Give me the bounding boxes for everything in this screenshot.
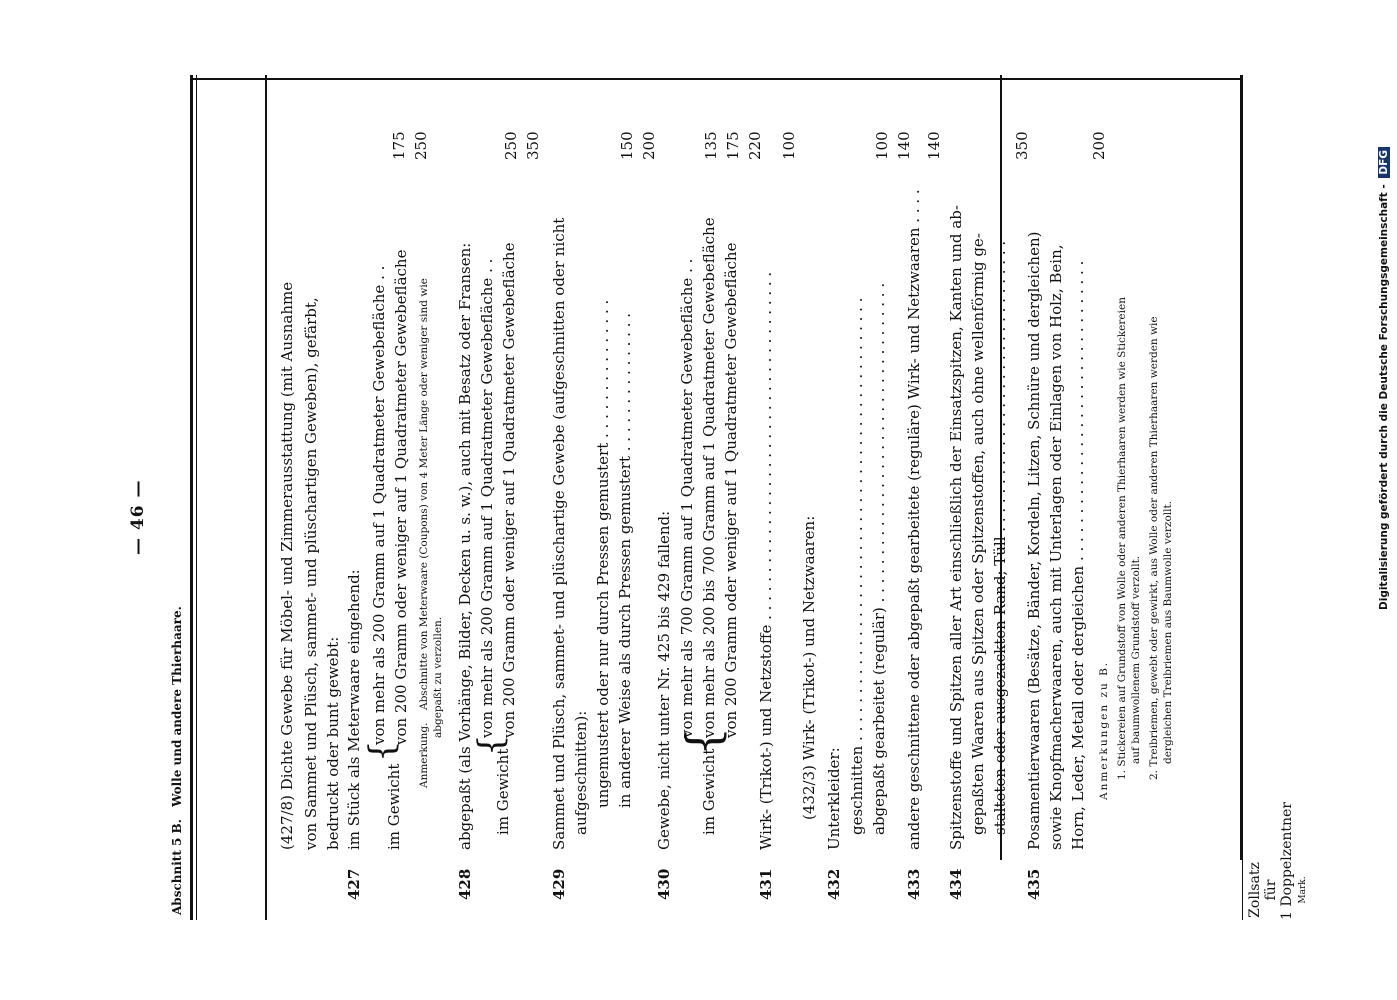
remark-1-line-1: 1. Stickereien auf Grundstoff von Wolle oder anderen Thierhaaren werden wie Stickereien	[1116, 297, 1128, 780]
entry-427-sub-1: von mehr als 200 Gramm auf 1 Quadratmeter Gewebefläche . .	[370, 265, 388, 745]
rule-left-thin	[196, 75, 197, 920]
entry-427-line-2: von Sammet und Plüsch, sammet- und plüschartigen Geweben), gefärbt,	[302, 297, 320, 850]
entry-428-weight-label: im Gewicht	[494, 748, 512, 835]
entry-429-sub-1: ungemustert oder nur durch Pressen gemustert . . . . . . . . . . . . . . .	[594, 299, 612, 808]
entry-433-rate: 140	[925, 131, 943, 160]
entry-430-sub-1: von mehr als 700 Gramm auf 1 Quadratmeter Gewebefläche . .	[678, 258, 696, 738]
digitization-credit	[1378, 147, 1390, 610]
entry-427-line-1: (427/8) Dichte Gewebe für Möbel- und Zimmerausstattung (mit Ausnahme	[278, 281, 296, 850]
entry-430-sub-2: von mehr als 200 bis 700 Gramm auf 1 Quadratmeter Gewebefläche	[700, 217, 718, 738]
entry-434-rate: 350	[1013, 131, 1031, 160]
entry-429-sub-1-rate: 150	[618, 131, 636, 160]
dfg-logo: DFG	[1378, 147, 1390, 178]
entry-427-sub-2-rate: 250	[412, 131, 430, 160]
entry-432-line-2: Unterkleider:	[825, 747, 843, 850]
entry-435-line-1: Posamentierwaaren (Besätze, Bänder, Kordeln, Litzen, Schnüre und dergleichen)	[1025, 231, 1043, 850]
entry-434-line-2: gepaßten Waaren aus Spitzen oder Spitzenstoffen, auch ohne wellenförmig ge-	[969, 233, 987, 835]
entry-430-sub-3: von 200 Gramm oder weniger auf 1 Quadratmeter Gewebefläche	[722, 242, 740, 738]
entry-430-line-1: Gewebe, nicht unter Nr. 425 bis 429 fallend:	[655, 510, 673, 850]
entry-430-sub-2-rate: 175	[724, 131, 742, 160]
remarks-title: Anmerkungen zu B.	[1098, 660, 1110, 800]
entry-428-brace: {	[471, 734, 511, 756]
entry-428-sub-2-rate: 350	[524, 131, 542, 160]
entry-number-432: 432	[825, 868, 843, 900]
rate-head-3: 1 Doppelzentner	[1279, 802, 1295, 920]
entry-435-rate: 200	[1090, 131, 1108, 160]
entry-433-line-1: andere geschnittene oder abgepaßt gearbeitete (reguläre) Wirk- und Netzwaaren . . . .	[905, 189, 923, 850]
entry-428-sub-1: von mehr als 200 Gramm auf 1 Quadratmeter Gewebefläche . .	[478, 258, 496, 738]
entry-432-sub-1: geschnitten . . . . . . . . . . . . . . . . . . . . . . . . . . . . . . . . . . . . . . . . . . . . . . .	[848, 297, 866, 835]
entry-435-line-3: Horn, Leder, Metall oder dergleichen . . . . . . . . . . . . . . . . . . . . . . . . . . . . . . . .	[1069, 260, 1087, 850]
entry-431-line-1: Wirk- (Trikot-) und Netzstoffe . . . . . . . . . . . . . . . . . . . . . . . . . . . . . . . . . . . . .	[757, 271, 775, 850]
remark-2-line-2: dergleichen Treibriemen aus Baumwolle verzollt.	[1162, 500, 1174, 764]
entry-432-sub-2: abgepaßt gearbeitet (regulär) . . . . . . . . . . . . . . . . . . . . . . . . . . . . . . . . . .	[870, 282, 888, 835]
entry-number-434: 434	[947, 868, 965, 900]
rule-dot	[1240, 859, 1241, 860]
credit-text: Digitalisierung gefördert durch die Deutsche Forschungsgemeinschaft -	[1378, 184, 1390, 610]
entry-427-note-label: Anmerkung.	[418, 722, 430, 788]
section-header	[170, 606, 184, 915]
entry-429-sub-2-rate: 200	[640, 131, 658, 160]
rule-num-col	[265, 75, 267, 920]
entry-432-sub-2-rate: 140	[895, 131, 913, 160]
entry-427-line-4: im Stück als Meterwaare eingehend:	[345, 569, 363, 850]
entry-435-line-2: sowie Knopfmacherwaaren, auch mit Unterlagen oder Einlagen von Holz, Bein,	[1047, 244, 1065, 850]
rate-head-2: für	[1263, 879, 1279, 901]
entry-429-sub-2: in anderer Weise als durch Pressen gemustert . . . . . . . . . . . . . . .	[616, 312, 634, 808]
entry-428-sub-2: von 200 Gramm oder weniger auf 1 Quadratmeter Gewebefläche	[500, 242, 518, 738]
entry-number-428: 428	[456, 868, 474, 900]
rule-left-double	[190, 75, 193, 920]
entry-427-line-3: bedruckt oder bunt gewebt:	[324, 636, 342, 850]
rate-head-4: Mark.	[1298, 876, 1308, 904]
entry-number-431: 431	[757, 868, 775, 900]
entry-427-sub-2: von 200 Gramm oder weniger auf 1 Quadratmeter Gewebefläche	[392, 249, 410, 745]
entry-number-430: 430	[655, 868, 673, 900]
entry-number-429: 429	[550, 868, 568, 900]
entry-427-note-2: abgepaßt zu verzollen.	[432, 616, 444, 738]
entry-number-433: 433	[905, 868, 923, 900]
section-title: Wolle und andere Thierhaare.	[170, 606, 184, 807]
entry-430-sub-3-rate: 220	[746, 131, 764, 160]
entry-432-sub-1-rate: 100	[873, 131, 891, 160]
entry-434-line-3: stalteten oder ausgezackten Rand; Tüll . . . . . . . . . . . . . . . . . . . . . . . . . . . . . . .	[991, 240, 1009, 835]
remark-1-line-2: auf baumwollenem Grundstoff verzollt.	[1130, 555, 1142, 764]
entry-427-note: Abschnitte von Meterwaare (Coupons) von 4 Meter Länge oder weniger sind wie	[418, 278, 430, 710]
rule-rate-column	[1240, 75, 1243, 860]
entry-434-line-1: Spitzenstoffe und Spitzen aller Art einschließlich der Einsatzspitzen, Kanten und ab-	[947, 205, 965, 850]
rule-bottom	[190, 78, 1242, 80]
entry-427-sub-1-rate: 175	[390, 131, 408, 160]
entry-429-line-1: Sammet und Plüsch, sammet- und plüschartige Gewebe (aufgeschnitten oder nicht	[550, 217, 568, 850]
entry-430-sub-1-rate: 135	[702, 131, 720, 160]
entry-427-brace: {	[362, 740, 402, 762]
entry-428-line-1: abgepaßt (als Vorhänge, Bilder, Decken u. s. w.), auch mit Besatz oder Fransen:	[456, 242, 474, 850]
rate-head-1: Zollsatz	[1247, 862, 1263, 918]
entry-430-weight-label: im Gewicht	[700, 748, 718, 835]
rule-head-sep	[1242, 860, 1243, 920]
entry-427-weight-label: im Gewicht	[385, 763, 403, 850]
entry-number-427: 427	[345, 868, 363, 900]
entry-431-rate: 100	[780, 131, 798, 160]
remark-2-line-1: 2. Treibriemen, gewebt oder gewirkt, aus Wolle oder anderen Thierhaaren werden wie	[1148, 316, 1160, 780]
rate-column-head	[1247, 802, 1311, 920]
section-label: Abschnitt 5 B.	[170, 819, 184, 915]
entry-432-line-1: (432/3) Wirk- (Trikot-) und Netzwaaren:	[800, 515, 818, 820]
page-number: — 46 —	[128, 479, 148, 555]
entry-428-sub-1-rate: 250	[502, 131, 520, 160]
entry-430-brace: {	[676, 726, 730, 756]
entry-429-line-2: aufgeschnitten):	[572, 710, 590, 835]
entry-number-435: 435	[1025, 868, 1043, 900]
